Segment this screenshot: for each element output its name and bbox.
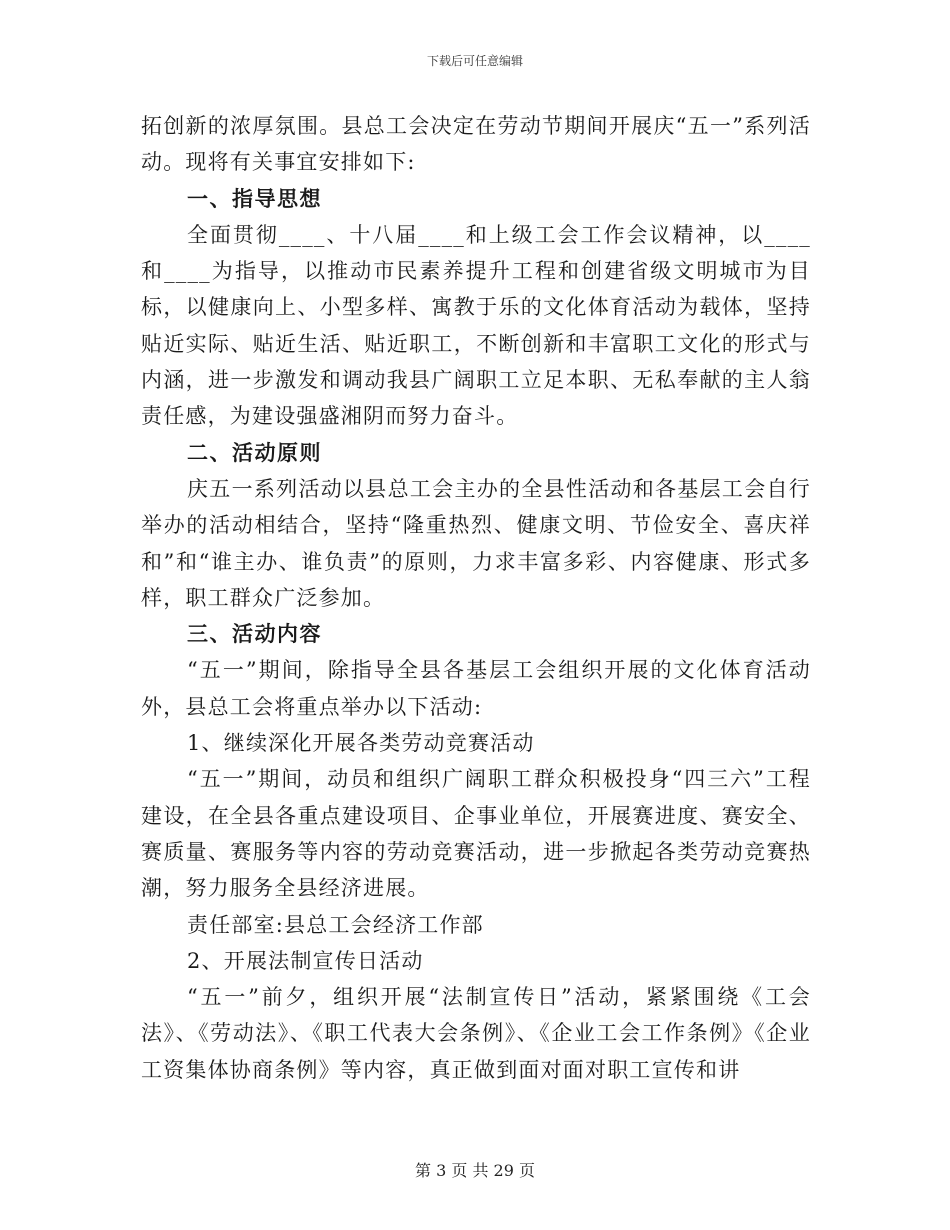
document-body <box>141 108 811 1088</box>
paragraph-labor-competition: “五一”期间，动员和组织广阔职工群众积极投身“四三六”工程建设，在全县各重点建设项目、企事业单位，开展赛进度、赛安全、赛质量、赛服务等内容的劳动竞赛活动，进一步掀起各类劳动竞赛热潮，努力服务全县经济进展。 <box>141 767 811 901</box>
page-number-footer: 第 3 页 共 29 页 <box>415 1161 535 1180</box>
section-heading-activity-content: 三、活动内容 <box>187 622 322 647</box>
paragraph-legal-publicity-day: “五一”前夕，组织开展“法制宣传日”活动，紧紧围绕《工会法》、《劳动法》、《职工代表大会条例》、《企业工会工作条例》《企业工资集体协商条例》等内容，真正做到面对面对职工宣传和讲 <box>141 985 811 1082</box>
page-header: 下载后可任意编辑 <box>426 54 523 68</box>
section-heading-guiding-ideology: 一、指导思想 <box>187 186 322 211</box>
paragraph-guiding-ideology: 全面贯彻____、十八届____和上级工会工作会议精神，以____和____为指导，以推动市民素养提升工程和创建省级文明城市为目标，以健康向上、小型多样、寓教于乐的文化体育活动为载体，坚持贴近实际、贴近生活、贴近职工，不断创新和丰富职工文化的形式与内涵，进一步激发和调动我县广阔职工立足本职、无私奉献的主人翁责任感，为建设强盛湘阴而努力奋斗。 <box>141 222 811 429</box>
paragraph-activity-content-intro: “五一”期间，除指导全县各基层工会组织开展的文化体育活动外，县总工会将重点举办以下活动: <box>141 658 811 719</box>
paragraph-intro: 拓创新的浓厚氛围。县总工会决定在劳动节期间开展庆“五一”系列活动。现将有关事宜安排如下: <box>141 114 811 175</box>
subheading-legal-publicity-day: 2、开展法制宣传日活动 <box>187 948 424 973</box>
paragraph-activity-principles: 庆五一系列活动以县总工会主办的全县性活动和各基层工会自行举办的活动相结合，坚持“隆重热烈、健康文明、节俭安全、喜庆祥和”和“谁主办、谁负责”的原则，力求丰富多彩、内容健康、形式多样，职工群众广泛参加。 <box>141 476 811 610</box>
section-heading-activity-principles: 二、活动原则 <box>187 440 322 465</box>
paragraph-responsible-department: 责任部室:县总工会经济工作部 <box>187 912 484 937</box>
subheading-labor-competition: 1、继续深化开展各类劳动竞赛活动 <box>187 731 535 756</box>
